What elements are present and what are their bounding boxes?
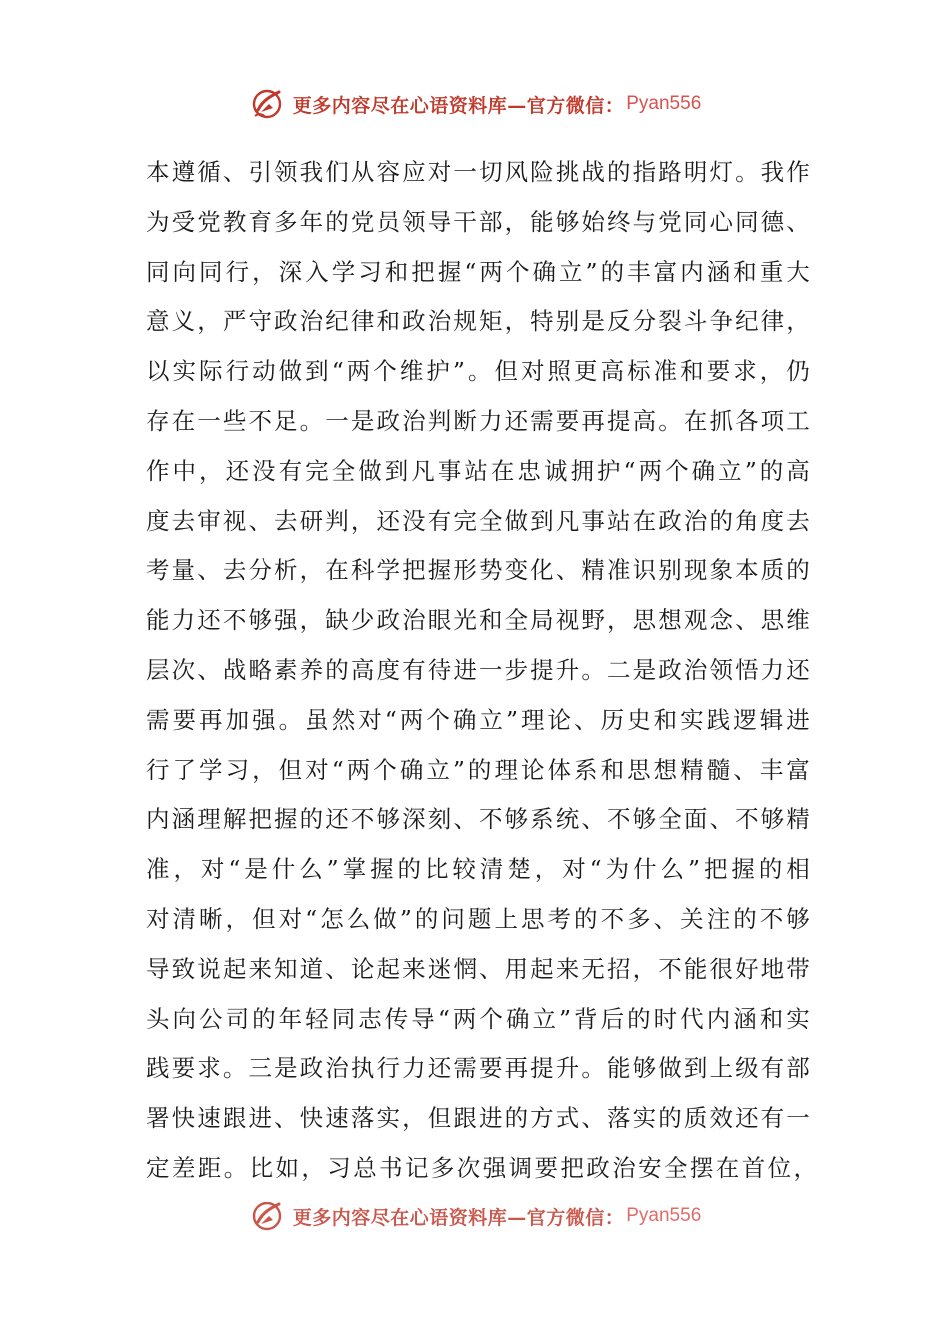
banner-text: 更多内容尽在心语资料库—官方微信： — [292, 1206, 625, 1229]
body-line: 同向同行，深入学习和把握“两个确立”的丰富内涵和重大 — [146, 257, 810, 286]
banner-wechat-id: Pyan556 — [626, 1205, 702, 1226]
body-line: 行了学习，但对“两个确立”的理论体系和思想精髓、丰富 — [146, 755, 810, 784]
body-line: 为受党教育多年的党员领导干部，能够始终与党同心同德、 — [146, 207, 810, 236]
pen-swirl-logo-icon — [249, 86, 285, 122]
body-line: 署快速跟进、快速落实，但跟进的方式、落实的质效还有一 — [146, 1104, 810, 1133]
body-line: 本遵循、引领我们从容应对一切风险挑战的指路明灯。我作 — [146, 158, 810, 186]
body-line: 意义，严守政治纪律和政治规矩，特别是反分裂斗争纪律， — [146, 307, 810, 336]
banner-wechat-id: Pyan556 — [626, 93, 702, 114]
banner-content — [249, 86, 702, 122]
body-line: 内涵理解把握的还不够深刻、不够系统、不够全面、不够精 — [146, 805, 810, 834]
banner-content — [249, 1202, 702, 1234]
body-line: 践要求。三是政治执行力还需要再提升。能够做到上级有部 — [146, 1054, 810, 1083]
footer-watermark-banner — [0, 1202, 950, 1242]
body-line: 头向公司的年轻同志传导“两个确立”背后的时代内涵和实 — [146, 1004, 810, 1033]
body-line: 层次、战略素养的高度有待进一步提升。二是政治领悟力还 — [146, 655, 810, 684]
body-line: 作中，还没有完全做到凡事站在忠诚拥护“两个确立”的高 — [146, 456, 810, 485]
body-line: 导致说起来知道、论起来迷惘、用起来无招，不能很好地带 — [146, 954, 810, 983]
body-line: 考量、去分析，在科学把握形势变化、精准识别现象本质的 — [146, 556, 810, 585]
body-line: 准，对“是什么”掌握的比较清楚，对“为什么”把握的相 — [146, 855, 810, 884]
body-line: 定差距。比如，习总书记多次强调要把政治安全摆在首位， — [146, 1153, 820, 1182]
body-line: 对清晰，但对“怎么做”的问题上思考的不多、关注的不够 — [146, 904, 810, 933]
body-line: 度去审视、去研判，还没有完全做到凡事站在政治的角度去 — [146, 506, 810, 535]
body-line: 能力还不够强，缺少政治眼光和全局视野，思想观念、思维 — [146, 606, 810, 635]
body-line: 以实际行动做到“两个维护”。但对照更高标准和要求，仍 — [146, 357, 810, 386]
body-line: 存在一些不足。一是政治判断力还需要再提高。在抓各项工 — [146, 406, 810, 435]
header-watermark-banner — [0, 82, 950, 126]
document-body — [146, 148, 820, 1194]
banner-text: 更多内容尽在心语资料库—官方微信： — [292, 94, 625, 117]
pen-swirl-logo-icon — [249, 1202, 285, 1234]
body-line: 需要再加强。虽然对“两个确立”理论、历史和实践逻辑进 — [146, 705, 810, 734]
